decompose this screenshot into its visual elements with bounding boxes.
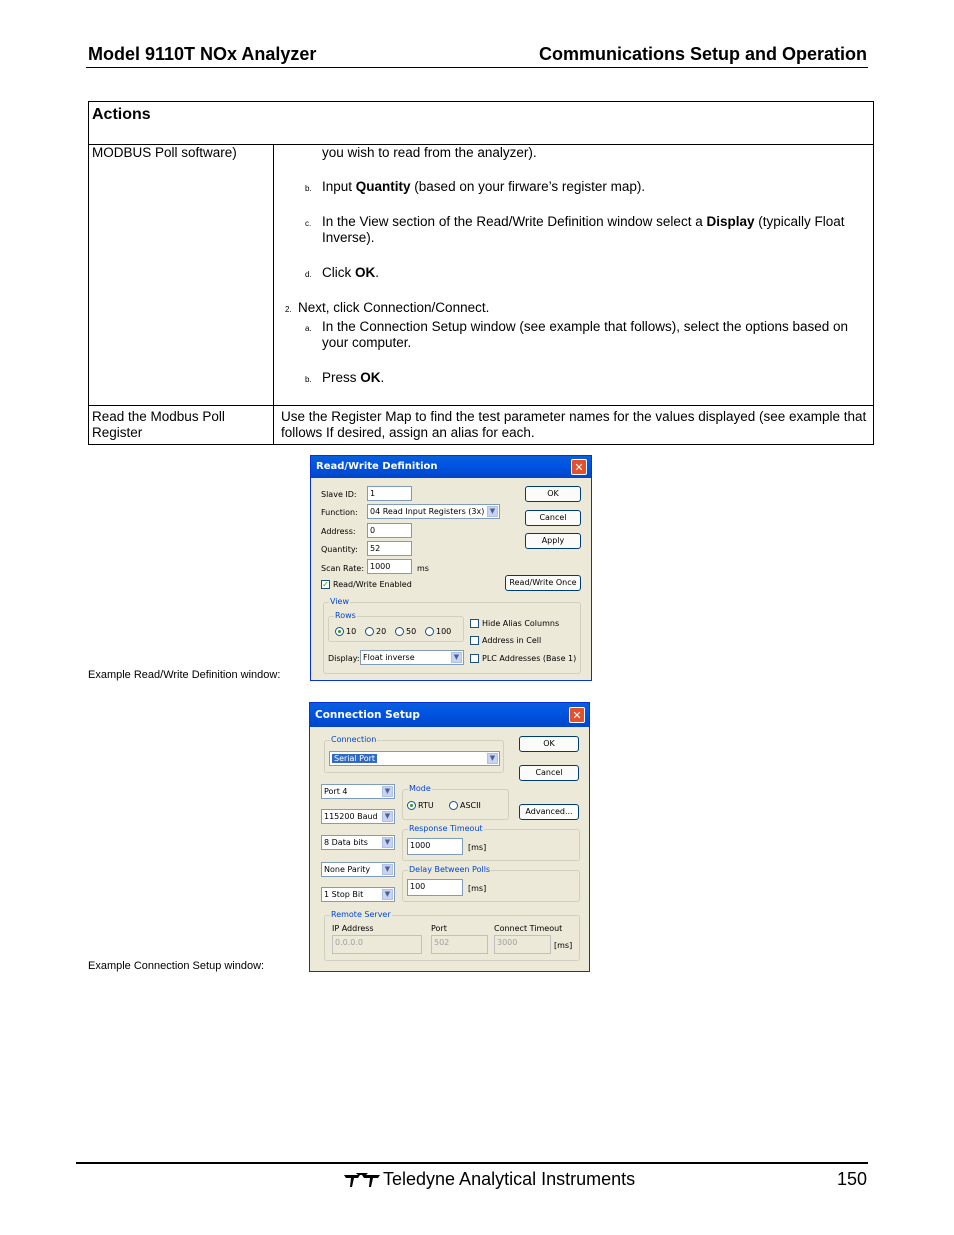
chevron-down-icon: ▼ — [382, 837, 393, 848]
address-in-cell-checkbox[interactable] — [470, 636, 479, 645]
rows-10-label: 10 — [346, 627, 357, 636]
footer-rule — [76, 1162, 868, 1164]
slave-id-label: Slave ID: — [321, 490, 357, 499]
display-label: Display: — [328, 654, 360, 663]
list-item: c. In the View section of the Read/Write Definition window select a Display (typically Float Inverse). — [305, 214, 845, 245]
connection-group-title: Connection — [331, 735, 377, 744]
view-group-title: View — [330, 597, 349, 606]
delay-polls-group — [402, 865, 580, 902]
section-title: Communications Setup and Operation — [538, 44, 867, 64]
slave-id-input[interactable]: 1 — [367, 486, 412, 501]
ok-button[interactable]: OK — [525, 486, 581, 502]
connect-timeout-unit: [ms] — [554, 941, 573, 950]
rows-20-label: 20 — [376, 627, 387, 636]
function-select[interactable]: 04 Read Input Registers (3x) ▼ — [367, 504, 500, 519]
advanced-button[interactable]: Advanced... — [519, 804, 579, 820]
view-group — [323, 597, 581, 674]
rows-20-radio[interactable] — [365, 627, 374, 636]
port-select[interactable]: Port 4 ▼ — [321, 784, 395, 799]
remote-server-group — [324, 910, 580, 961]
remote-server-title: Remote Server — [331, 910, 391, 919]
plc-addresses-checkbox[interactable] — [470, 654, 479, 663]
databits-select[interactable]: 8 Data bits ▼ — [321, 835, 395, 850]
parity-select[interactable]: None Parity ▼ — [321, 862, 395, 877]
row1-instructions — [274, 145, 874, 406]
remote-port-input[interactable]: 502 — [431, 935, 488, 954]
rtu-label: RTU — [418, 801, 434, 810]
chevron-down-icon: ▼ — [382, 786, 393, 797]
row1-label: MODBUS Poll software) — [89, 145, 274, 406]
ok-button[interactable]: OK — [519, 736, 579, 752]
cs-title-bar: Connection Setup — [310, 703, 589, 727]
response-timeout-input[interactable]: 1000 — [407, 838, 463, 855]
row2-text: Use the Register Map to find the test parameter names for the values displayed (see example that follows If desired, assign an alias for each. — [274, 406, 874, 445]
chevron-down-icon: ▼ — [487, 506, 498, 517]
rows-group-title: Rows — [335, 611, 356, 620]
stopbit-select[interactable]: 1 Stop Bit ▼ — [321, 887, 395, 902]
address-in-cell-label: Address in Cell — [482, 636, 542, 645]
list-item: d. Click OK. — [305, 265, 380, 280]
rw-once-button[interactable]: Read/Write Once — [505, 575, 581, 591]
rw-enabled-label: Read/Write Enabled — [333, 580, 412, 589]
connection-setup-window — [309, 702, 590, 972]
response-timeout-title: Response Timeout — [409, 824, 483, 833]
chevron-down-icon: ▼ — [382, 889, 393, 900]
rows-10-radio[interactable] — [335, 627, 344, 636]
quantity-label: Quantity: — [321, 545, 358, 554]
address-label: Address: — [321, 527, 356, 536]
scan-unit: ms — [417, 564, 429, 573]
address-input[interactable]: 0 — [367, 523, 412, 538]
connect-timeout-label: Connect Timeout — [494, 924, 563, 933]
close-icon[interactable]: ✕ — [571, 459, 587, 475]
row2-label: Read the Modbus Poll Register — [89, 406, 274, 445]
chevron-down-icon: ▼ — [382, 811, 393, 822]
connection-group — [324, 735, 504, 773]
plc-addresses-label: PLC Addresses (Base 1) — [482, 654, 577, 663]
footer-company: Teledyne Analytical Instruments — [383, 1169, 636, 1189]
mode-group-title: Mode — [409, 784, 431, 793]
connect-timeout-input[interactable]: 3000 — [494, 935, 551, 954]
remote-port-label: Port — [431, 924, 447, 933]
chevron-down-icon: ▼ — [451, 652, 462, 663]
chevron-down-icon: ▼ — [487, 753, 498, 764]
baud-select[interactable]: 115200 Baud ▼ — [321, 809, 395, 824]
list-item: 2. Next, click Connection/Connect. — [285, 300, 490, 315]
scan-rate-label: Scan Rate: — [321, 564, 365, 573]
quantity-input[interactable]: 52 — [367, 541, 412, 556]
rw-enabled-checkbox[interactable]: ✓ — [322, 580, 329, 589]
connection-select[interactable]: Serial Port ▼ — [329, 751, 500, 766]
rows-50-radio[interactable] — [395, 627, 404, 636]
list-item: you wish to read from the analyzer). — [322, 145, 537, 160]
rows-50-label: 50 — [406, 627, 417, 636]
function-label: Function: — [321, 508, 358, 517]
rows-100-label: 100 — [436, 627, 452, 636]
list-item: b. Press OK. — [305, 370, 385, 385]
delay-polls-title: Delay Between Polls — [409, 865, 491, 874]
mode-group — [402, 784, 509, 820]
rows-100-radio[interactable] — [425, 627, 434, 636]
scan-rate-input[interactable]: 1000 — [367, 559, 412, 574]
cancel-button[interactable]: Cancel — [519, 765, 579, 781]
teledyne-logo-icon — [344, 1172, 380, 1188]
rtu-radio[interactable] — [407, 801, 416, 810]
ascii-radio[interactable] — [449, 801, 458, 810]
ip-address-input[interactable]: 0.0.0.0 — [332, 935, 422, 954]
header-rule — [86, 67, 868, 68]
cancel-button[interactable]: Cancel — [525, 510, 581, 526]
apply-button[interactable]: Apply — [525, 533, 581, 549]
list-item: a. In the Connection Setup window (see example that follows), select the options based on your computer. — [305, 319, 849, 350]
delay-polls-input[interactable]: 100 — [407, 879, 463, 896]
rw-title-bar: Read/Write Definition — [311, 456, 591, 478]
caption-cs: Example Connection Setup window: — [88, 960, 265, 972]
page-number: 150 — [836, 1169, 867, 1189]
ascii-label: ASCII — [460, 801, 481, 810]
hide-alias-label: Hide Alias Columns — [482, 619, 560, 628]
response-unit: [ms] — [468, 843, 487, 852]
table-heading: Actions — [89, 102, 874, 145]
delay-unit: [ms] — [468, 884, 487, 893]
display-select[interactable]: Float inverse ▼ — [360, 650, 464, 665]
doc-title: Model 9110T NOx Analyzer — [88, 44, 317, 64]
close-icon[interactable]: ✕ — [569, 707, 585, 723]
rw-definition-window — [310, 455, 592, 681]
ip-address-label: IP Address — [332, 924, 374, 933]
caption-rw: Example Read/Write Definition window: — [88, 669, 281, 681]
response-timeout-group — [402, 824, 580, 861]
chevron-down-icon: ▼ — [382, 864, 393, 875]
rows-group — [328, 611, 464, 642]
list-item: b. Input Quantity (based on your firware’s register map). — [305, 179, 646, 194]
hide-alias-checkbox[interactable] — [470, 619, 479, 628]
actions-table — [88, 101, 874, 445]
